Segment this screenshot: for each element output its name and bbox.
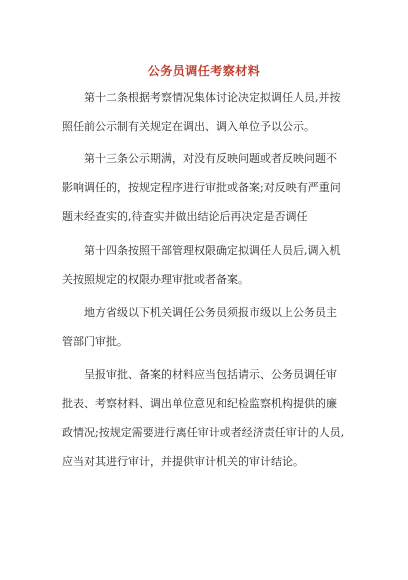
- paragraph-line: 批表、考察材料、调出单位意见和纪检监察机构提供的廉: [62, 397, 337, 410]
- paragraph-article-13: [62, 144, 362, 231]
- paragraph-line: 第十四条按照干部管理权限确定拟调任人员后,调入机: [84, 244, 341, 257]
- paragraph-line: 政情况;按规定需要进行离任审计或者经济责任审计的人员,: [62, 426, 345, 439]
- paragraph-line: 题未经查实的,待查实并做出结论后再决定是否调任: [62, 210, 308, 223]
- paragraph-line: 照任前公示制有关规定在调出、调入单位予以公示。: [62, 120, 315, 133]
- paragraph-local-approval: [62, 298, 362, 356]
- paragraph-line: 管部门审批。: [62, 335, 128, 348]
- paragraph-line: 关按照规定的权限办理审批或者备案。: [62, 273, 249, 286]
- paragraph-line: 第十三条公示期满，对没有反映问题或者反映问题不: [84, 152, 337, 165]
- paragraph-line: 影响调任的，按规定程序进行审批或备案;对反映有严重问: [62, 181, 341, 194]
- paragraph-article-12: [62, 83, 362, 141]
- document-title: 公务员调任考察材料: [147, 64, 261, 78]
- paragraph-line: 呈报审批、备案的材料应当包括请示、公务员调任审: [84, 368, 337, 381]
- paragraph-line: 第十二条根据考察情况集体讨论决定拟调任人员,并按: [84, 91, 341, 104]
- paragraph-submission-materials: [62, 360, 362, 476]
- paragraph-line: 地方省级以下机关调任公务员须报市级以上公务员主: [84, 306, 337, 319]
- paragraph-article-14: [62, 236, 362, 294]
- paragraph-line: 应当对其进行审计，并提供审计机关的审计结论。: [62, 455, 304, 468]
